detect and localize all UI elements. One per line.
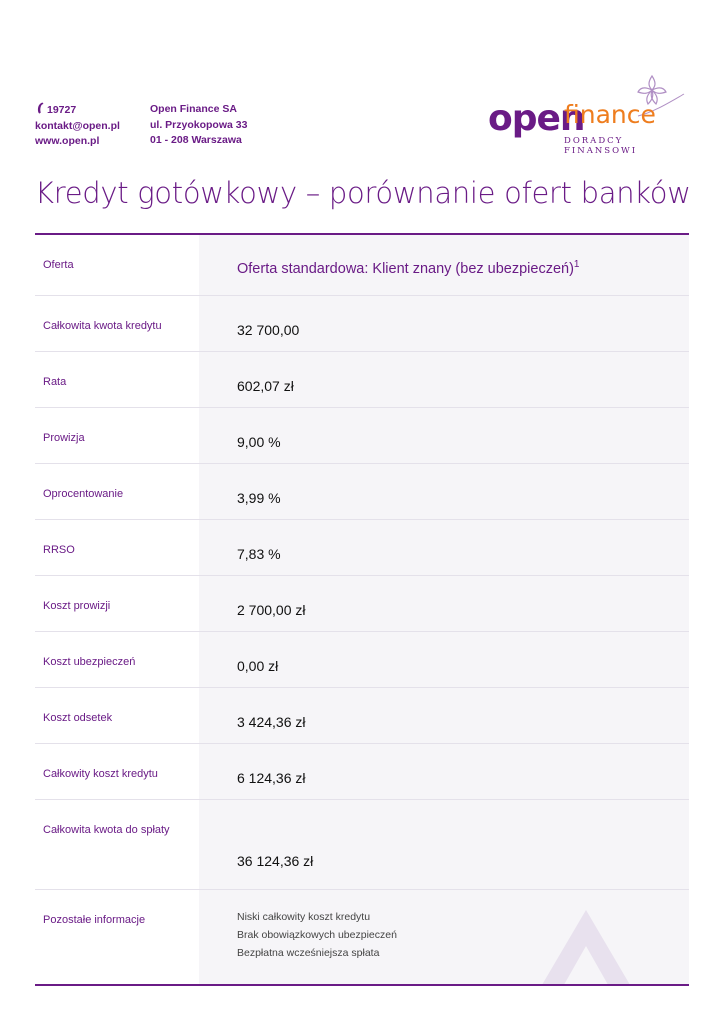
street-address: ul. Przyokopowa 33 [150, 118, 248, 131]
website-link[interactable]: www.open.pl [35, 135, 100, 147]
row-label: RRSO [43, 544, 75, 556]
logo-open-text: open [488, 98, 585, 139]
table-row [35, 296, 689, 352]
table-row [35, 352, 689, 408]
table-row [35, 464, 689, 520]
row-label: Pozostałe informacje [43, 914, 146, 926]
email-link[interactable]: kontakt@open.pl [35, 119, 120, 132]
row-label: Rata [43, 376, 67, 388]
row-value: 9,00 % [199, 408, 689, 463]
row-value: 3,99 % [199, 464, 689, 519]
open-finance-logo [486, 72, 686, 156]
table-row [35, 632, 689, 688]
table-row-offer [35, 235, 689, 296]
table-row [35, 520, 689, 576]
footnote-marker: 1 [573, 259, 580, 270]
info-item: Brak obowiązkowych ubezpieczeń [237, 929, 397, 941]
page-title: Kredyt gotówkowy – porównanie ofert banków [35, 176, 691, 210]
offer-name: Oferta standardowa: Klient znany (bez ubezpieczeń) [237, 260, 574, 277]
row-label: Koszt odsetek [43, 712, 113, 724]
row-value: 2 700,00 zł [199, 576, 689, 631]
watermark-logo [531, 906, 641, 984]
city-address: 01 - 208 Warszawa [150, 134, 242, 146]
row-label: Koszt ubezpieczeń [43, 656, 136, 668]
row-label: Prowizja [43, 432, 85, 444]
total-amount: 36 124,36 zł [237, 853, 314, 869]
row-label: Całkowita kwota kredytu [43, 320, 162, 332]
company-name: Open Finance SA [150, 103, 237, 115]
address-block [150, 102, 247, 149]
offer-table [35, 233, 689, 986]
row-label: Całkowita kwota do spłaty [43, 824, 170, 836]
table-row [35, 576, 689, 632]
row-value: 6 124,36 zł [199, 744, 689, 799]
table-row-total [35, 800, 689, 890]
row-value: 3 424,36 zł [199, 688, 689, 743]
logo-finance-text: finance [564, 100, 656, 129]
table-row [35, 408, 689, 464]
row-value: 0,00 zł [199, 632, 689, 687]
row-value: 602,07 zł [199, 352, 689, 407]
table-row-other [35, 890, 689, 984]
row-label: Całkowity koszt kredytu [43, 768, 158, 780]
phone-line [35, 102, 120, 119]
logo-tagline: DORADCY FINANSOWI [564, 136, 638, 156]
phone-number: 19727 [47, 104, 77, 116]
contact-block [35, 102, 120, 150]
row-label: Koszt prowizji [43, 600, 111, 612]
info-item: Bezpłatna wcześniejsza spłata [237, 947, 380, 959]
row-value: 32 700,00 [199, 296, 689, 351]
offer-value-cell [199, 235, 689, 295]
row-value: 7,83 % [199, 520, 689, 575]
info-list [199, 890, 689, 984]
row-label: Oferta [43, 259, 74, 271]
info-item: Niski całkowity koszt kredytu [237, 911, 371, 923]
table-row [35, 688, 689, 744]
table-row [35, 744, 689, 800]
row-value-cell [199, 800, 689, 889]
row-label: Oprocentowanie [43, 488, 124, 500]
phone-icon [35, 102, 45, 114]
